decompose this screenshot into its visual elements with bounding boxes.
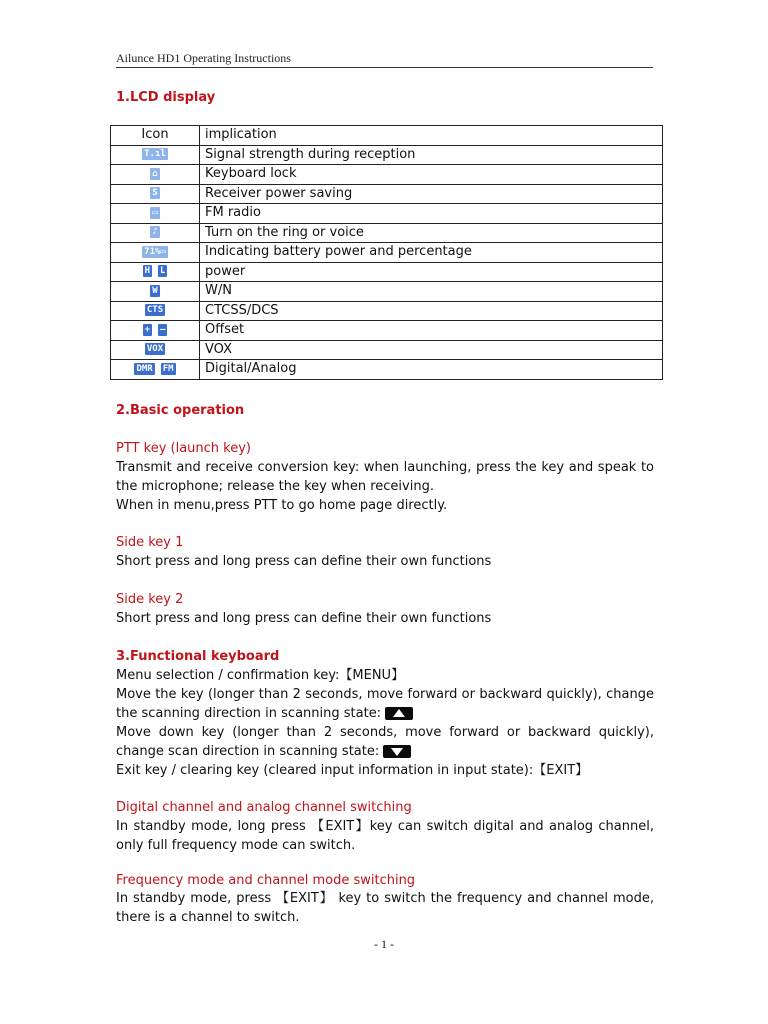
ptt-description xyxy=(116,458,654,515)
row-text: CTCSS/DCS xyxy=(200,301,663,321)
wide-narrow-icon: W xyxy=(152,285,158,296)
digital-analog-text xyxy=(116,817,654,855)
signal-strength-icon: T.ıl xyxy=(144,149,166,160)
up-arrow-key-icon xyxy=(385,707,413,720)
keyboard-lock-icon: ⌂ xyxy=(152,168,158,179)
header-icon: Icon xyxy=(111,126,200,146)
frequency-channel-title: Frequency mode and channel mode switching xyxy=(116,873,416,888)
table-row xyxy=(111,145,663,165)
low-power-icon: L xyxy=(160,266,166,277)
high-power-icon: H xyxy=(144,266,150,277)
document-header: Ailunce HD1 Operating Instructions xyxy=(116,51,291,65)
battery-percent-icon: 71%▭ xyxy=(144,246,166,257)
digital-analog-text-body: In standby mode, long press 【EXIT】key can switch digital and analog channel, only full frequency mode can switch. xyxy=(116,819,654,853)
plus-offset-icon: + xyxy=(144,324,150,335)
row-text: Receiver power saving xyxy=(200,184,663,204)
vox-icon: VOX xyxy=(146,344,164,355)
keyboard-description xyxy=(116,666,654,780)
table-row xyxy=(111,223,663,243)
menu-key-text: Menu selection / confirmation key:【MENU】 xyxy=(116,668,405,683)
ptt-title: PTT key (launch key) xyxy=(116,441,251,456)
table-row xyxy=(111,243,663,263)
row-text: Offset xyxy=(200,321,663,341)
side-key-2-text: Short press and long press can define their own functions xyxy=(116,611,492,626)
table-row xyxy=(111,262,663,282)
down-key-text: Move down key (longer than 2 seconds, move forward or backward quickly), change scan direction in scanning state: xyxy=(116,725,654,759)
frequency-channel-text-body: In standby mode, press 【EXIT】 key to switch the frequency and channel mode, there is a channel to switch. xyxy=(116,891,654,925)
table-row xyxy=(111,340,663,360)
table-row xyxy=(111,184,663,204)
up-key-text: Move the key (longer than 2 seconds, move forward or backward quickly), change the scanning direction in scanning state: xyxy=(116,687,654,721)
digital-analog-title: Digital channel and analog channel switching xyxy=(116,800,412,815)
page-number: - 1 - xyxy=(374,937,394,951)
side-key-1-title: Side key 1 xyxy=(116,535,184,550)
section-title-basic: 2.Basic operation xyxy=(116,403,245,418)
row-text: Keyboard lock xyxy=(200,165,663,185)
minus-offset-icon: — xyxy=(160,324,166,335)
row-text: Indicating battery power and percentage xyxy=(200,243,663,263)
power-saving-icon: S xyxy=(152,188,158,199)
side-key-1-text: Short press and long press can define their own functions xyxy=(116,554,492,569)
table-row xyxy=(111,282,663,302)
row-text: VOX xyxy=(200,340,663,360)
ptt-line-1: Transmit and receive conversion key: when launching, press the key and speak to the microphone; release the key when receiving. xyxy=(116,460,654,494)
row-text: FM radio xyxy=(200,204,663,224)
table-row xyxy=(111,301,663,321)
fm-icon: FM xyxy=(162,363,174,374)
dmr-icon: DMR xyxy=(136,363,153,374)
table-row xyxy=(111,204,663,224)
row-text: power xyxy=(200,262,663,282)
ring-voice-icon: ♪ xyxy=(152,227,158,238)
header-implication: implication xyxy=(200,126,663,146)
row-text: Digital/Analog xyxy=(200,360,663,380)
down-arrow-key-icon xyxy=(383,745,411,758)
frequency-channel-text xyxy=(116,889,654,927)
header-rule xyxy=(116,67,653,68)
table-row xyxy=(111,321,663,341)
table-header-row xyxy=(111,126,663,146)
table-row xyxy=(111,165,663,185)
row-text: Turn on the ring or voice xyxy=(200,223,663,243)
table-row xyxy=(111,360,663,380)
row-text: W/N xyxy=(200,282,663,302)
row-text: Signal strength during reception xyxy=(200,145,663,165)
ctcss-icon: CTS xyxy=(146,305,164,316)
section-title-keyboard: 3.Functional keyboard xyxy=(116,649,280,664)
icon-table xyxy=(110,125,663,380)
ptt-line-2: When in menu,press PTT to go home page directly. xyxy=(116,498,448,513)
exit-key-text: Exit key / clearing key (cleared input information in input state):【EXIT】 xyxy=(116,763,589,778)
side-key-2-title: Side key 2 xyxy=(116,592,184,607)
fm-radio-icon: ▭ xyxy=(152,207,158,218)
section-title-lcd: 1.LCD display xyxy=(116,90,216,105)
